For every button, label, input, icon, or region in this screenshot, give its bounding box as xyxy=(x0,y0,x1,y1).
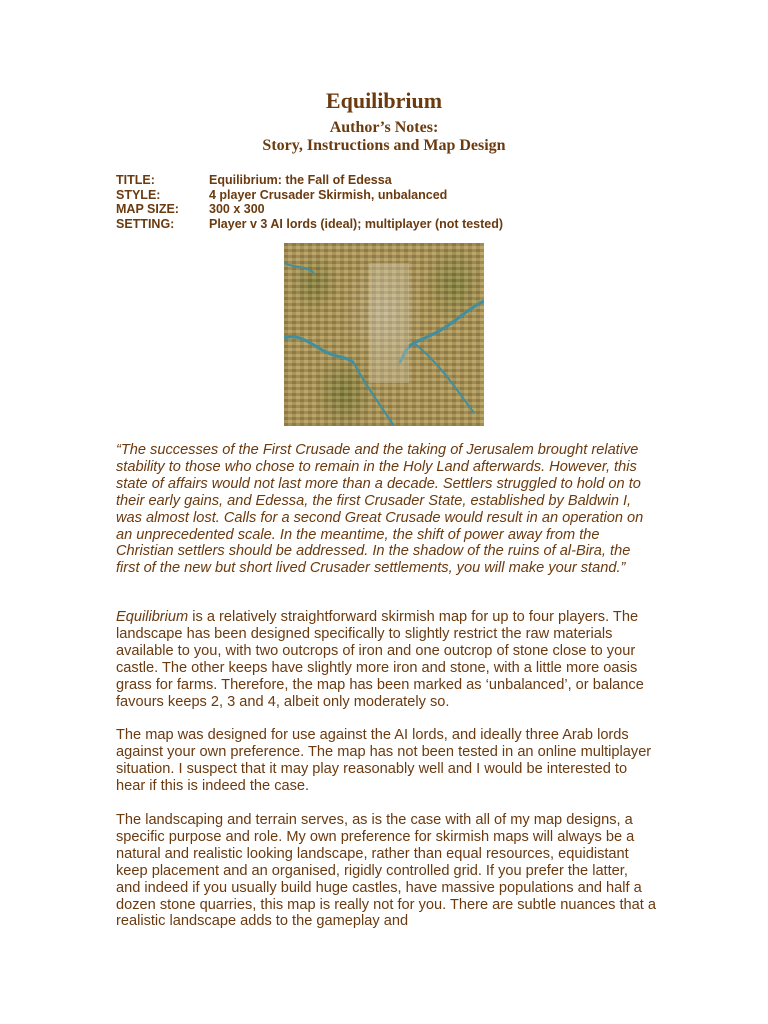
document-subtitle-story: Story, Instructions and Map Design xyxy=(262,137,506,154)
paragraph-landscaping: The landscaping and terrain serves, as is the case with all of my map designs, a specific purpose and role. My own preference for skirmish maps will always be a natural and realistic looking landscape, rather than equal resources, equidistant keep placement and an organised, rigidly controlled grid. If you prefer the latter, and indeed if you usually build huge castles, have massive populations and half a dozen stone quarries, this map is really not for you. There are subtle nuances that a realistic landscape adds to the gameplay and xyxy=(116,812,657,930)
meta-value: Player v 3 AI lords (ideal); multiplayer (not tested) xyxy=(209,216,504,231)
map-info-table xyxy=(116,173,503,231)
map-terrain-illustration xyxy=(284,243,484,426)
paragraph-ai-lords: The map was designed for use against the AI lords, and ideally three Arab lords against your own preference. The map has not been tested in an online multiplayer situation. I suspect that it may play reasonably well and I would be interested to hear if this is indeed the case. xyxy=(116,727,652,794)
meta-label: SETTING: xyxy=(116,216,175,231)
meta-row-map-size xyxy=(116,202,503,217)
document-subtitle-authors-notes: Author’s Notes: xyxy=(329,119,439,136)
meta-label: MAP SIZE: xyxy=(116,202,179,216)
meta-value: 300 x 300 xyxy=(209,202,265,216)
meta-label: STYLE: xyxy=(116,187,161,202)
meta-value: Equilibrium: the Fall of Edessa xyxy=(209,173,392,187)
meta-row-title xyxy=(116,173,503,188)
meta-label: TITLE: xyxy=(116,173,155,187)
meta-row-style xyxy=(116,188,503,203)
meta-row-setting xyxy=(116,217,503,232)
paragraph-overview-text: is a relatively straightforward skirmish map for up to four players. The landscape has been designed specifically to slightly restrict the raw materials available to you, with two outcrops of iron and one outcrop of stone close to your castle. The other keeps have slightly more iron and stone, with a little more oasis grass for farms. Therefore, the map has been marked as ‘unbalanced’, or balance favours keeps 2, 3 and 4, albeit only moderately so. xyxy=(116,609,644,710)
intro-quote: “The successes of the First Crusade and the taking of Jerusalem brought relative stability to those who chose to remain in the Holy Land afterwards. However, this state of affairs would not last more than a decade. Settlers struggled to hold on to their early gains, and Edessa, the first Crusader State, established by Baldwin I, was almost lost. Calls for a second Great Crusade would result in an operation on an unprecedented scale. In the meantime, the shift of power away from the Christian settlers should be addressed. In the shadow of the ruins of al-Bira, the first of the new but short lived Crusader settlements, you will make your stand.” xyxy=(116,442,644,577)
paragraph-overview xyxy=(116,609,656,710)
map-name-emphasis: Equilibrium xyxy=(116,609,189,625)
map-preview-image xyxy=(284,243,484,426)
document-title: Equilibrium xyxy=(325,88,443,113)
meta-value: 4 player Crusader Skirmish, unbalanced xyxy=(209,187,448,202)
